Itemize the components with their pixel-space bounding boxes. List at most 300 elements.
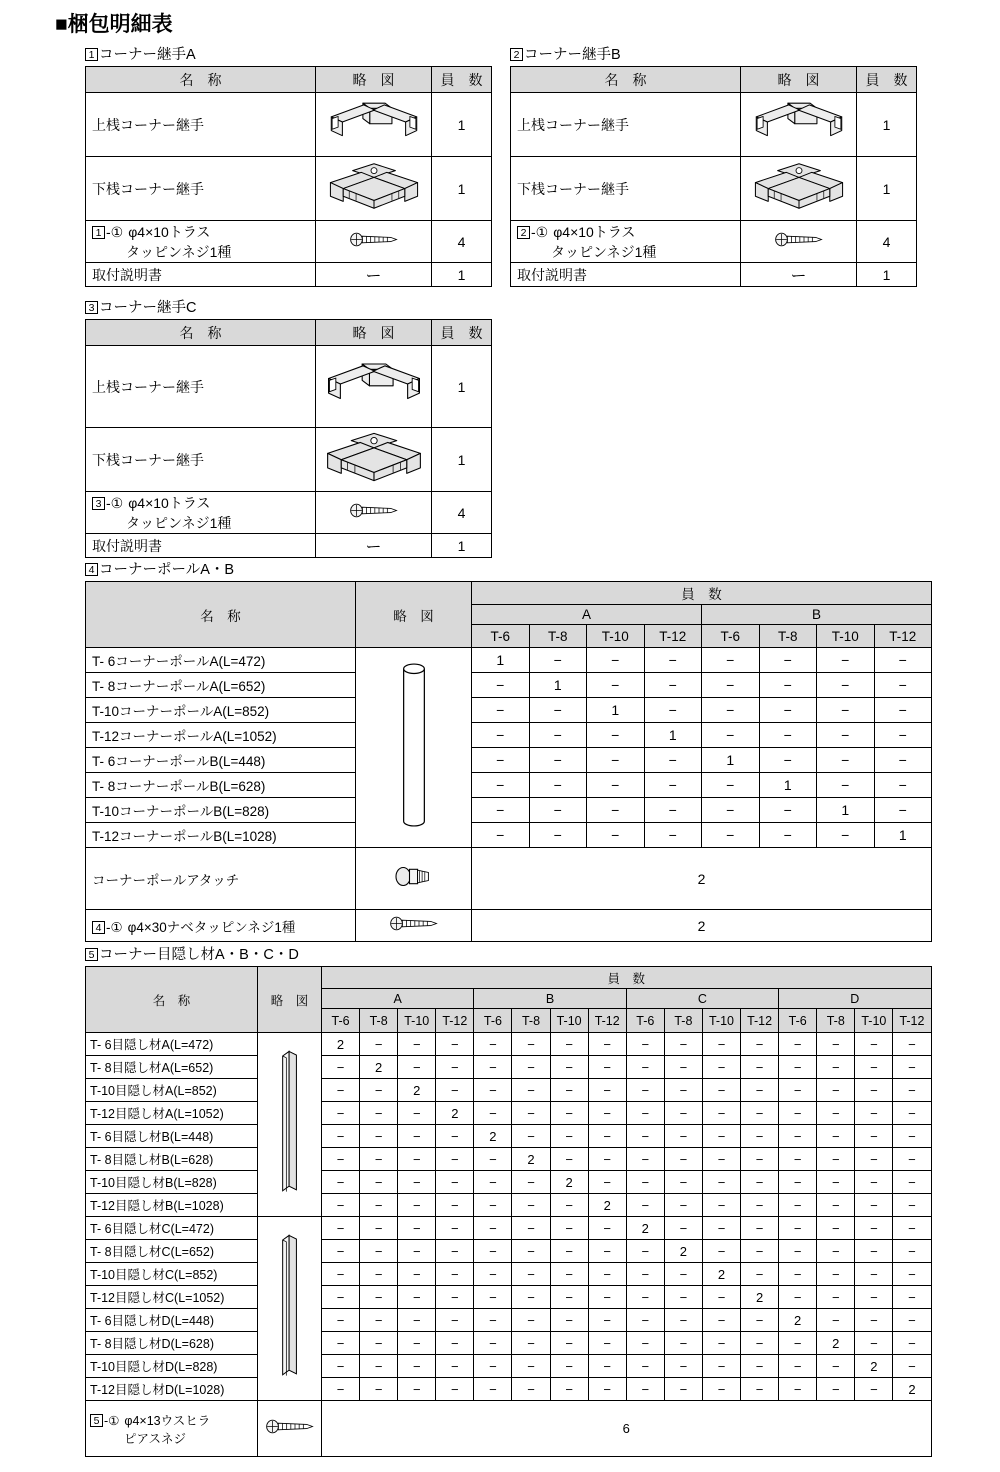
quantity-cell: − xyxy=(702,1148,740,1171)
quantity-cell: − xyxy=(855,1056,893,1079)
col-header-name: 名 称 xyxy=(86,967,258,1033)
part-name-cell: T-10目隠し材B(L=828) xyxy=(86,1171,258,1194)
part-name-cell: T- 6目隠し材A(L=472) xyxy=(86,1033,258,1056)
quantity-cell: − xyxy=(512,1355,550,1378)
quantity-cell: 2 xyxy=(817,1332,855,1355)
quantity-cell: 1 xyxy=(874,823,932,848)
quantity-cell: − xyxy=(644,648,702,673)
quantity-cell: − xyxy=(759,823,817,848)
quantity-cell: − xyxy=(550,1125,588,1148)
part-name-cell: T-12コーナーポールA(L=1052) xyxy=(86,723,356,748)
part-number: 1 xyxy=(92,226,105,239)
quantity-cell: − xyxy=(512,1286,550,1309)
quantity-cell: − xyxy=(817,673,875,698)
part-mark: -① xyxy=(106,919,123,935)
quantity-cell: − xyxy=(474,1102,512,1125)
quantity-cell: − xyxy=(472,673,530,698)
quantity-cell: − xyxy=(817,1378,855,1401)
quantity-cell: − xyxy=(664,1171,702,1194)
quantity-cell: − xyxy=(893,1332,931,1355)
table-row xyxy=(86,910,932,942)
diagram-dash: ー xyxy=(316,534,432,558)
quantity-cell: − xyxy=(398,1378,436,1401)
quantity-cell: − xyxy=(817,1286,855,1309)
quantity-cell: − xyxy=(626,1148,664,1171)
quantity-cell: − xyxy=(664,1263,702,1286)
group-header-a: A xyxy=(322,989,474,1009)
size-header: T-10 xyxy=(855,1009,893,1033)
quantity-cell: − xyxy=(855,1125,893,1148)
quantity-cell: 2 xyxy=(472,848,932,910)
quantity-cell: − xyxy=(644,773,702,798)
quantity-cell: − xyxy=(398,1102,436,1125)
quantity-cell: − xyxy=(436,1240,474,1263)
quantity-cell: 2 xyxy=(702,1263,740,1286)
quantity-cell: − xyxy=(664,1378,702,1401)
quantity-cell: 2 xyxy=(398,1079,436,1102)
quantity-cell: − xyxy=(474,1263,512,1286)
quantity-cell: 1 xyxy=(759,773,817,798)
quantity-cell: 1 xyxy=(432,534,492,558)
col-header-name: 名 称 xyxy=(86,67,316,93)
quantity-cell: − xyxy=(587,673,645,698)
quantity-cell: − xyxy=(472,823,530,848)
quantity-cell: − xyxy=(741,1309,779,1332)
quantity-cell: − xyxy=(588,1125,626,1148)
quantity-cell: − xyxy=(759,748,817,773)
quantity-cell: − xyxy=(664,1194,702,1217)
upper-rail-corner-joint-icon xyxy=(752,96,846,148)
quantity-cell: − xyxy=(874,723,932,748)
quantity-cell: − xyxy=(587,773,645,798)
quantity-cell: 1 xyxy=(857,93,917,157)
quantity-cell: − xyxy=(817,1263,855,1286)
quantity-cell: − xyxy=(512,1102,550,1125)
group-header-d: D xyxy=(779,989,931,1009)
quantity-cell: − xyxy=(588,1332,626,1355)
quantity-cell: − xyxy=(360,1217,398,1240)
quantity-cell: − xyxy=(474,1194,512,1217)
quantity-cell: − xyxy=(626,1240,664,1263)
quantity-cell: − xyxy=(529,648,587,673)
size-header: T-12 xyxy=(588,1009,626,1033)
quantity-cell: − xyxy=(550,1355,588,1378)
quantity-cell: − xyxy=(436,1378,474,1401)
quantity-cell: − xyxy=(664,1125,702,1148)
table-row xyxy=(511,263,917,287)
col-header-qty: 員 数 xyxy=(432,67,492,93)
col-header-diagram: 略 図 xyxy=(316,320,432,346)
quantity-cell: − xyxy=(626,1171,664,1194)
quantity-cell: 2 xyxy=(472,910,932,942)
quantity-cell: − xyxy=(360,1194,398,1217)
size-header: T-12 xyxy=(436,1009,474,1033)
quantity-cell: − xyxy=(893,1033,931,1056)
quantity-cell: − xyxy=(512,1033,550,1056)
quantity-cell: − xyxy=(360,1263,398,1286)
quantity-cell: − xyxy=(741,1378,779,1401)
table-row xyxy=(86,1171,932,1194)
quantity-cell: 2 xyxy=(664,1240,702,1263)
screw-name-line2: タッピンネジ1種 xyxy=(126,514,232,531)
quantity-cell: − xyxy=(817,723,875,748)
part-name-cell: 取付説明書 xyxy=(511,263,741,287)
quantity-cell: − xyxy=(741,1171,779,1194)
quantity-cell: − xyxy=(664,1056,702,1079)
part-name-cell: T-12目隠し材A(L=1052) xyxy=(86,1102,258,1125)
table-row xyxy=(86,1148,932,1171)
screw-name-line1 xyxy=(92,222,315,242)
part-name-cell: T- 6コーナーポールB(L=448) xyxy=(86,748,356,773)
quantity-cell: − xyxy=(472,798,530,823)
quantity-cell: − xyxy=(529,748,587,773)
part-spec: φ4×10トラス xyxy=(128,223,211,240)
quantity-cell: − xyxy=(779,1378,817,1401)
diagram-cell xyxy=(356,648,472,848)
part-spec: φ4×10トラス xyxy=(128,494,211,511)
part-name-cell xyxy=(86,910,356,942)
quantity-cell: − xyxy=(626,1378,664,1401)
quantity-cell: − xyxy=(322,1217,360,1240)
size-header: T-6 xyxy=(702,625,760,648)
quantity-cell: − xyxy=(702,1378,740,1401)
corner-pole-extra-rows xyxy=(86,848,932,942)
quantity-cell: 2 xyxy=(360,1056,398,1079)
quantity-cell: − xyxy=(817,1355,855,1378)
header-row xyxy=(86,67,492,93)
part-name-cell xyxy=(86,221,316,263)
size-header: T-6 xyxy=(322,1009,360,1033)
table-row xyxy=(86,698,932,723)
quantity-cell: − xyxy=(817,698,875,723)
quantity-cell: − xyxy=(702,1056,740,1079)
quantity-cell: − xyxy=(474,1355,512,1378)
section-number: 1 xyxy=(85,48,98,61)
quantity-cell: − xyxy=(779,1079,817,1102)
corner-joint-c-table xyxy=(85,319,492,558)
size-header: T-12 xyxy=(644,625,702,648)
quantity-cell: − xyxy=(741,1217,779,1240)
quantity-cell: − xyxy=(360,1148,398,1171)
quantity-cell: − xyxy=(550,1056,588,1079)
piercing-screw-icon xyxy=(265,1418,315,1435)
quantity-cell: − xyxy=(360,1355,398,1378)
part-name-cell: 上桟コーナー継手 xyxy=(86,346,316,428)
quantity-cell: − xyxy=(588,1263,626,1286)
size-header: T-8 xyxy=(817,1009,855,1033)
size-header: T-8 xyxy=(360,1009,398,1033)
part-name-cell: T- 8目隠し材C(L=652) xyxy=(86,1240,258,1263)
quantity-cell: − xyxy=(436,1148,474,1171)
quantity-cell: − xyxy=(398,1148,436,1171)
quantity-cell: − xyxy=(702,1033,740,1056)
part-spec: φ4×30ナベタッピンネジ1種 xyxy=(127,919,296,935)
quantity-cell: − xyxy=(474,1171,512,1194)
part-number: 3 xyxy=(92,497,105,510)
header-row xyxy=(511,67,917,93)
table-row xyxy=(86,1079,932,1102)
table-row xyxy=(86,1033,932,1056)
col-header-diagram: 略 図 xyxy=(258,967,322,1033)
size-header: T-6 xyxy=(474,1009,512,1033)
col-header-qty: 員 数 xyxy=(432,320,492,346)
quantity-cell: − xyxy=(702,1194,740,1217)
table-row xyxy=(86,157,492,221)
quantity-cell: − xyxy=(474,1079,512,1102)
section-label xyxy=(85,47,491,64)
quantity-cell: − xyxy=(398,1194,436,1217)
quantity-cell: − xyxy=(702,1171,740,1194)
quantity-cell: − xyxy=(779,1240,817,1263)
quantity-cell: − xyxy=(779,1125,817,1148)
quantity-cell: − xyxy=(588,1355,626,1378)
section-number: 3 xyxy=(85,301,98,314)
section-corner-screen xyxy=(85,947,931,1457)
quantity-cell: − xyxy=(817,823,875,848)
quantity-cell: − xyxy=(550,1378,588,1401)
part-name-cell: 上桟コーナー継手 xyxy=(511,93,741,157)
quantity-cell: − xyxy=(874,798,932,823)
quantity-cell: − xyxy=(322,1286,360,1309)
quantity-cell: − xyxy=(587,748,645,773)
table-row xyxy=(86,1240,932,1263)
quantity-cell: − xyxy=(702,1332,740,1355)
quantity-cell: 2 xyxy=(474,1125,512,1148)
quantity-cell: − xyxy=(855,1332,893,1355)
col-header-name: 名 称 xyxy=(86,320,316,346)
quantity-cell: − xyxy=(626,1355,664,1378)
quantity-cell: − xyxy=(874,748,932,773)
quantity-cell: − xyxy=(472,773,530,798)
quantity-cell: 2 xyxy=(741,1286,779,1309)
diagram-cell xyxy=(258,1401,322,1457)
part-name-cell: T-12目隠し材D(L=1028) xyxy=(86,1378,258,1401)
quantity-cell: − xyxy=(322,1355,360,1378)
diagram-dash: ー xyxy=(316,263,432,287)
corner-screen-table xyxy=(85,966,932,1457)
part-name-cell: T- 8コーナーポールB(L=628) xyxy=(86,773,356,798)
quantity-cell: 1 xyxy=(817,798,875,823)
quantity-cell: − xyxy=(664,1332,702,1355)
quantity-cell: − xyxy=(779,1217,817,1240)
quantity-cell: − xyxy=(550,1309,588,1332)
section-title: コーナー継手C xyxy=(99,300,197,316)
screen-profile-icon xyxy=(279,1231,301,1381)
quantity-cell: − xyxy=(855,1033,893,1056)
size-header: T-10 xyxy=(550,1009,588,1033)
quantity-cell: 1 xyxy=(432,157,492,221)
quantity-cell: − xyxy=(587,798,645,823)
section-corner-joint-c xyxy=(85,300,491,558)
table-row xyxy=(86,534,492,558)
diagram-cell xyxy=(316,428,432,492)
quantity-cell: − xyxy=(759,698,817,723)
quantity-cell: − xyxy=(436,1355,474,1378)
table-row xyxy=(86,346,492,428)
quantity-cell: − xyxy=(529,723,587,748)
group-header-b: B xyxy=(702,605,932,625)
quantity-cell: − xyxy=(779,1355,817,1378)
corner-pole-attach-icon xyxy=(394,863,434,890)
quantity-cell: − xyxy=(664,1355,702,1378)
diagram-cell xyxy=(258,1217,322,1401)
corner-pole-icon xyxy=(398,656,430,834)
part-name-cell xyxy=(86,1401,258,1457)
quantity-cell: − xyxy=(702,823,760,848)
diagram-cell xyxy=(356,848,472,910)
quantity-cell: − xyxy=(398,1263,436,1286)
quantity-cell: − xyxy=(817,748,875,773)
quantity-cell: − xyxy=(360,1102,398,1125)
quantity-cell: − xyxy=(702,1102,740,1125)
section-label xyxy=(85,947,931,964)
size-header: T-10 xyxy=(398,1009,436,1033)
diagram-dash: ー xyxy=(741,263,857,287)
table-row xyxy=(86,723,932,748)
size-header: T-10 xyxy=(702,1009,740,1033)
quantity-cell: − xyxy=(626,1194,664,1217)
diagram-cell xyxy=(316,93,432,157)
quantity-cell: − xyxy=(322,1148,360,1171)
col-header-diagram: 略 図 xyxy=(316,67,432,93)
upper-rail-corner-joint-icon xyxy=(324,355,424,413)
col-header-diagram: 略 図 xyxy=(356,582,472,648)
quantity-cell: 2 xyxy=(322,1033,360,1056)
quantity-cell: − xyxy=(741,1056,779,1079)
truss-tapping-screw-icon xyxy=(349,231,399,248)
quantity-cell: − xyxy=(512,1332,550,1355)
table-row xyxy=(86,1286,932,1309)
diagram-cell xyxy=(356,910,472,942)
quantity-cell: − xyxy=(702,1286,740,1309)
diagram-cell xyxy=(741,93,857,157)
quantity-cell: − xyxy=(436,1056,474,1079)
quantity-cell: − xyxy=(893,1240,931,1263)
quantity-cell: − xyxy=(587,648,645,673)
quantity-cell: 1 xyxy=(857,263,917,287)
part-name-cell: 上桟コーナー継手 xyxy=(86,93,316,157)
quantity-cell: − xyxy=(398,1286,436,1309)
diagram-cell xyxy=(316,221,432,263)
corner-pole-rows xyxy=(86,648,932,848)
table-row xyxy=(86,1355,932,1378)
quantity-cell: − xyxy=(626,1263,664,1286)
part-name-cell: T- 8コーナーポールA(L=652) xyxy=(86,673,356,698)
table-row xyxy=(86,93,492,157)
size-header: T-12 xyxy=(874,625,932,648)
screw-name-line1 xyxy=(92,493,315,513)
quantity-cell: − xyxy=(664,1217,702,1240)
part-name-cell: T- 6コーナーポールA(L=472) xyxy=(86,648,356,673)
quantity-cell: − xyxy=(779,1056,817,1079)
quantity-cell: − xyxy=(529,773,587,798)
quantity-cell: − xyxy=(529,698,587,723)
table-row xyxy=(86,492,492,534)
quantity-cell: − xyxy=(874,698,932,723)
quantity-cell: − xyxy=(664,1033,702,1056)
size-header: T-12 xyxy=(741,1009,779,1033)
quantity-cell: − xyxy=(741,1125,779,1148)
screw-name-line2: タッピンネジ1種 xyxy=(126,243,232,260)
quantity-cell: − xyxy=(759,648,817,673)
table-row xyxy=(86,648,932,673)
pan-tapping-screw-icon xyxy=(389,915,439,932)
table-row xyxy=(86,1263,932,1286)
quantity-cell: 2 xyxy=(893,1378,931,1401)
quantity-cell: − xyxy=(702,773,760,798)
part-spec: φ4×13ウスヒラ xyxy=(124,1413,211,1428)
quantity-cell: 1 xyxy=(702,748,760,773)
quantity-cell: − xyxy=(474,1033,512,1056)
quantity-cell: 1 xyxy=(432,263,492,287)
quantity-cell: − xyxy=(436,1033,474,1056)
quantity-cell: − xyxy=(817,1125,855,1148)
corner-joint-b-table xyxy=(510,66,917,287)
section-title: コーナーポールA・B xyxy=(99,562,235,578)
quantity-cell: − xyxy=(741,1332,779,1355)
size-header: T-12 xyxy=(893,1009,931,1033)
screw-name-line1 xyxy=(90,1411,257,1429)
screw-name-line2: ピアスネジ xyxy=(124,1431,187,1446)
quantity-cell: − xyxy=(644,748,702,773)
quantity-cell: 1 xyxy=(644,723,702,748)
size-header: T-10 xyxy=(817,625,875,648)
quantity-cell: − xyxy=(474,1309,512,1332)
quantity-cell: − xyxy=(817,1102,855,1125)
col-header-name: 名 称 xyxy=(511,67,741,93)
quantity-cell: − xyxy=(741,1079,779,1102)
quantity-cell: 1 xyxy=(432,346,492,428)
quantity-cell: − xyxy=(512,1079,550,1102)
quantity-cell: − xyxy=(664,1286,702,1309)
quantity-cell: − xyxy=(550,1217,588,1240)
quantity-cell: − xyxy=(855,1148,893,1171)
screw-name-line2: タッピンネジ1種 xyxy=(551,243,657,260)
col-header-name: 名 称 xyxy=(86,582,356,648)
section-label xyxy=(510,47,916,64)
quantity-cell: − xyxy=(702,1125,740,1148)
quantity-cell: − xyxy=(893,1217,931,1240)
quantity-cell: − xyxy=(893,1102,931,1125)
section-corner-pole xyxy=(85,562,931,942)
quantity-cell: − xyxy=(550,1240,588,1263)
section-title: コーナー継手A xyxy=(99,47,196,63)
quantity-cell: − xyxy=(779,1332,817,1355)
quantity-cell: − xyxy=(855,1240,893,1263)
section-title: コーナー目隠し材A・B・C・D xyxy=(99,947,299,963)
quantity-cell: − xyxy=(893,1309,931,1332)
quantity-cell: − xyxy=(702,698,760,723)
quantity-cell: − xyxy=(702,1309,740,1332)
quantity-cell: − xyxy=(626,1125,664,1148)
quantity-cell: − xyxy=(550,1286,588,1309)
screw-name-line1 xyxy=(517,222,740,242)
quantity-cell: − xyxy=(512,1171,550,1194)
quantity-cell: 2 xyxy=(588,1194,626,1217)
quantity-cell: − xyxy=(360,1240,398,1263)
quantity-cell: − xyxy=(512,1240,550,1263)
quantity-cell: − xyxy=(398,1332,436,1355)
size-header: T-8 xyxy=(759,625,817,648)
quantity-cell: − xyxy=(588,1033,626,1056)
table-row xyxy=(86,1102,932,1125)
part-name-cell: T- 6目隠し材B(L=448) xyxy=(86,1125,258,1148)
table-row xyxy=(86,1401,932,1457)
quantity-cell: − xyxy=(587,723,645,748)
col-header-qty: 員 数 xyxy=(472,582,932,605)
quantity-cell: − xyxy=(817,1240,855,1263)
group-header-a: A xyxy=(472,605,702,625)
